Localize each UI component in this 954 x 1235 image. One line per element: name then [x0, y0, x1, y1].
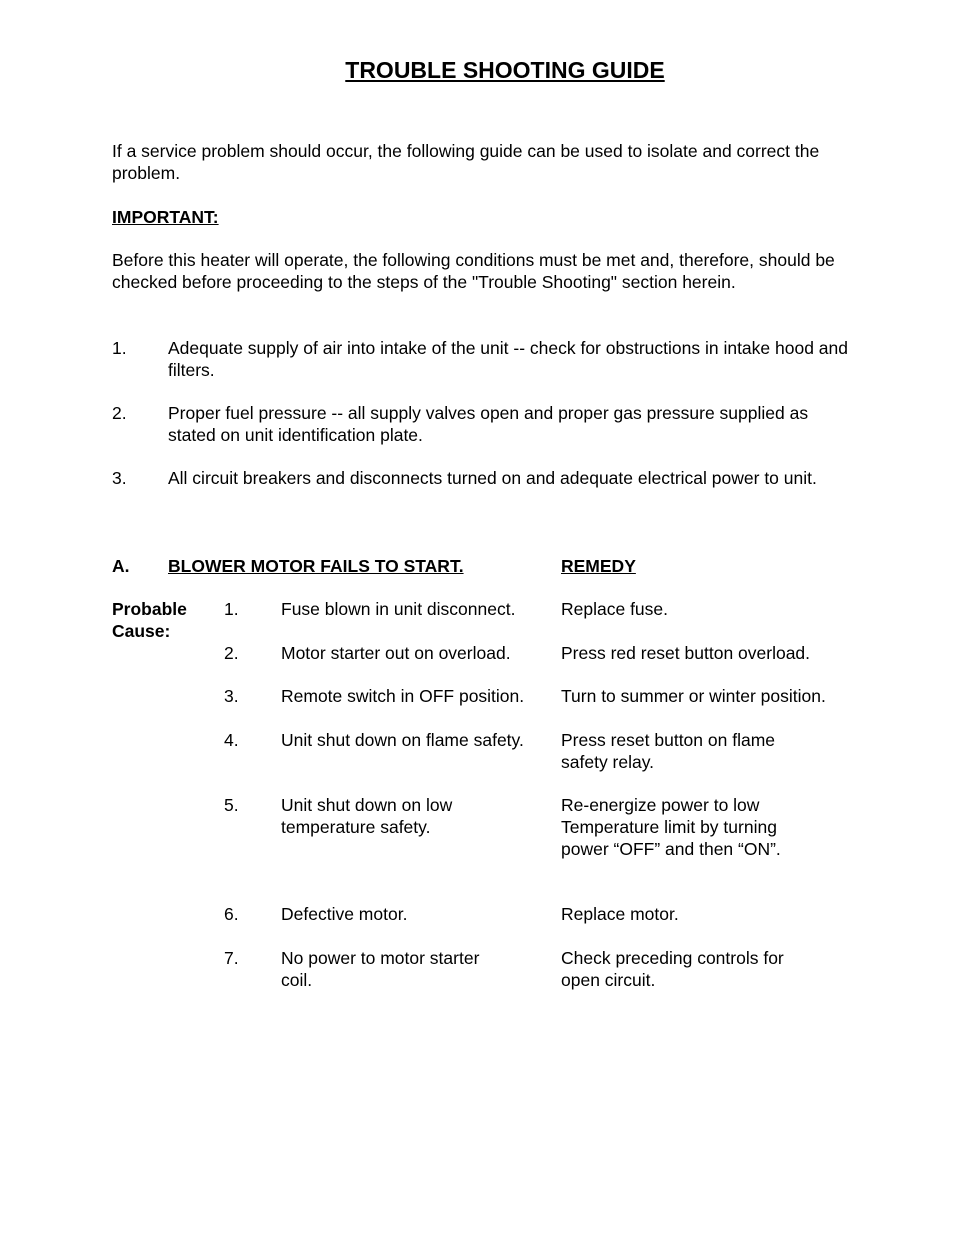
cause-text: Defective motor. — [281, 904, 408, 924]
condition-number: 3. — [112, 468, 127, 488]
probable-cause-label: Cause: — [112, 621, 171, 641]
section-letter: A. — [112, 556, 130, 576]
remedy-text: Press red reset button overload. — [561, 643, 811, 663]
remedy-text: Replace fuse. — [561, 599, 669, 619]
cause-number: 4. — [224, 730, 239, 750]
condition-number: 1. — [112, 338, 127, 358]
remedy-heading: REMEDY — [561, 556, 636, 576]
cause-text: Unit shut down on low temperature safety. — [281, 795, 453, 837]
section-heading: BLOWER MOTOR FAILS TO START. — [168, 556, 464, 576]
condition-text: All circuit breakers and disconnects turned on and adequate electrical power to unit. — [168, 468, 817, 488]
page-title: TROUBLE SHOOTING GUIDE — [345, 57, 665, 83]
cause-text: Fuse blown in unit disconnect. — [281, 599, 516, 619]
cause-number: 2. — [224, 643, 239, 663]
remedy-text: Check preceding controls for open circuit. — [561, 948, 784, 990]
important-heading: IMPORTANT: — [112, 207, 219, 227]
cause-text: Unit shut down on flame safety. — [281, 730, 524, 750]
remedy-text: Replace motor. — [561, 904, 679, 924]
condition-text: Proper fuel pressure -- all supply valves open and proper gas pressure supplied as stated on unit identification plate. — [168, 403, 809, 445]
remedy-text: Turn to summer or winter position. — [561, 686, 826, 706]
cause-text: No power to motor starter coil. — [281, 948, 480, 990]
cause-number: 1. — [224, 599, 239, 619]
condition-text: Adequate supply of air into intake of the unit -- check for obstructions in intake hood and filters. — [168, 338, 848, 380]
remedy-text: Press reset button on flame safety relay. — [561, 730, 775, 772]
cause-text: Motor starter out on overload. — [281, 643, 511, 663]
cause-number: 7. — [224, 948, 239, 968]
cause-text: Remote switch in OFF position. — [281, 686, 525, 706]
intro-paragraph: If a service problem should occur, the following guide can be used to isolate and correct the problem. — [112, 141, 820, 183]
cause-number: 6. — [224, 904, 239, 924]
condition-number: 2. — [112, 403, 127, 423]
probable-cause-label: Probable — [112, 599, 187, 619]
conditions-intro: Before this heater will operate, the following conditions must be met and, therefore, should be checked before proceeding to the steps of the "Trouble Shooting" section herein. — [112, 250, 835, 292]
cause-number: 3. — [224, 686, 239, 706]
cause-number: 5. — [224, 795, 239, 815]
remedy-text: Re-energize power to low Temperature limit by turning power “OFF” and then “ON”. — [561, 795, 781, 859]
